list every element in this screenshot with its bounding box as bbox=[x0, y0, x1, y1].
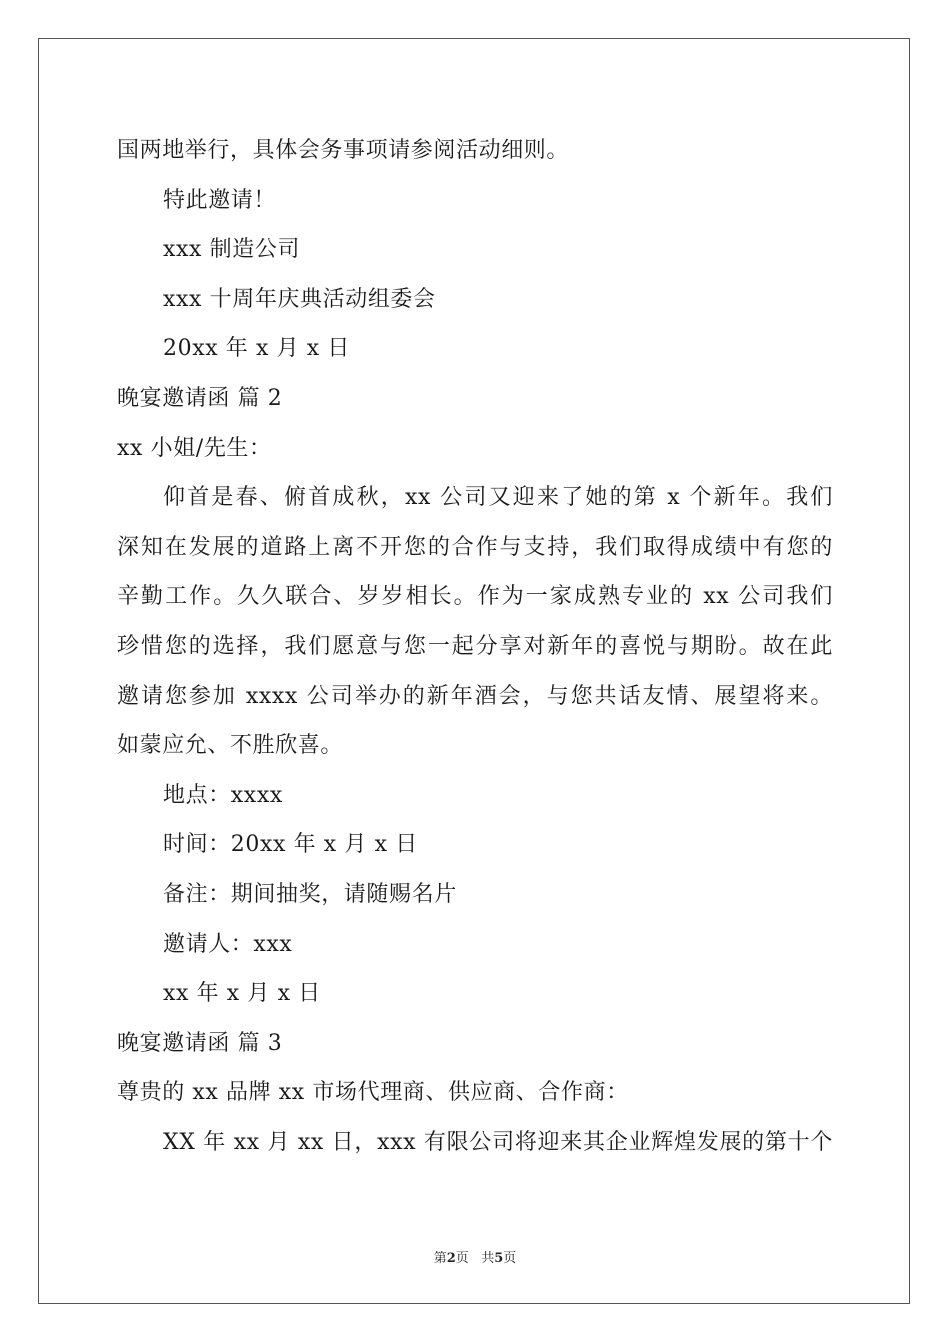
salutation: 尊贵的 xx 品牌 xx 市场代理商、供应商、合作商： bbox=[117, 1080, 629, 1106]
page-number: 2 bbox=[446, 1251, 456, 1266]
text-line: 如蒙应允、不胜欣喜。 bbox=[117, 733, 344, 759]
total-suffix: 页 bbox=[503, 1251, 517, 1266]
text-line: 珍惜您的选择，我们愿意与您一起分享对新年的喜悦与期盼。故在此 bbox=[117, 633, 833, 659]
text-line: 备注：期间抽奖，请随赐名片 bbox=[163, 881, 457, 907]
total-pages: 5 bbox=[494, 1251, 504, 1266]
text-line: xxx 制造公司 bbox=[163, 237, 301, 263]
salutation: xx 小姐/先生： bbox=[117, 435, 272, 461]
section-heading: 晚宴邀请函 篇 3 bbox=[117, 1030, 283, 1056]
text-line: 地点：xxxx bbox=[163, 782, 283, 808]
page-footer bbox=[0, 1247, 950, 1266]
text-line: 邀请人：xxx bbox=[163, 931, 293, 957]
text-line: 邀请您参加 xxxx 公司举办的新年酒会，与您共话友情、展望将来。 bbox=[117, 683, 833, 709]
text-line: XX 年 xx 月 xx 日，xxx 有限公司将迎来其企业辉煌发展的第十个 bbox=[163, 1129, 833, 1155]
text-line: 20xx 年 x 月 x 日 bbox=[163, 336, 350, 362]
text-line: 深知在发展的道路上离不开您的合作与支持，我们取得成绩中有您的 bbox=[117, 534, 833, 560]
document-body bbox=[117, 126, 833, 1167]
total-prefix: 共 bbox=[481, 1251, 495, 1266]
page-suffix: 页 bbox=[455, 1251, 469, 1266]
text-line: 仰首是春、俯首成秋，xx 公司又迎来了她的第 x 个新年。我们 bbox=[163, 485, 833, 511]
text-line: 辛勤工作。久久联合、岁岁相长。作为一家成熟专业的 xx 公司我们 bbox=[117, 584, 833, 610]
page-prefix: 第 bbox=[433, 1251, 447, 1266]
text-line: xx 年 x 月 x 日 bbox=[163, 981, 321, 1007]
text-line: 特此邀请！ bbox=[163, 187, 277, 213]
section-heading: 晚宴邀请函 篇 2 bbox=[117, 385, 283, 411]
text-line: xxx 十周年庆典活动组委会 bbox=[163, 286, 436, 312]
text-line: 时间：20xx 年 x 月 x 日 bbox=[163, 832, 418, 858]
text-line: 国两地举行，具体会务事项请参阅活动细则。 bbox=[117, 138, 570, 163]
